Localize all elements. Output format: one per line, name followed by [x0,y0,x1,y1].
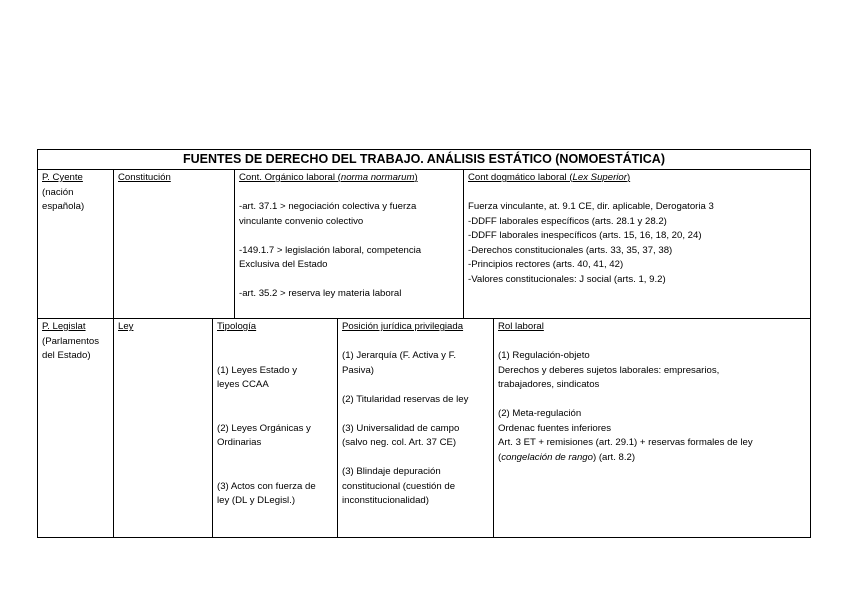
row1-source-detail: española) [42,201,85,212]
role-line: Ordenac fuentes inferiores [498,422,612,434]
row1-norm-heading: Constitución [118,172,171,183]
role-line: Art. 3 ET + remisiones (art. 29.1) + reservas formales de ley [498,437,753,448]
dogmatic-item: -Valores constitucionales: J social (arts. 1, 9.2) [468,273,666,285]
table-title: FUENTES DE DERECHO DEL TRABAJO. ANÁLISIS ESTÁTICO (NOMOESTÁTICA) [38,150,810,170]
organic-item: Exclusiva del Estado [239,259,328,270]
typology-heading: Tipología [217,321,257,332]
row2-norm-cell [114,319,212,538]
dogmatic-item: -Derechos constitucionales (arts. 33, 35, 37, 38) [468,244,673,256]
row2-source-cell [38,319,113,538]
role-heading: Rol laboral [498,321,544,332]
dogmatic-content-cell [464,170,810,318]
organic-item: -art. 37.1 > negociación colectiva y fuerza [239,201,417,212]
position-item: (1) Jerarquía (F. Activa y F. [342,350,457,361]
position-item: inconstitucionalidad) [342,495,429,506]
typology-item: (3) Actos con fuerza de [217,480,316,492]
row1-source-detail: (nación [42,186,74,198]
typology-cell [213,319,337,538]
typology-item: leyes CCAA [217,379,269,390]
organic-heading: Cont. Orgánico laboral (norma normarum) [239,172,418,183]
row2-source-heading: P. Legislat [42,321,86,332]
typology-item: (2) Leyes Orgánicas y [217,422,311,434]
position-cell [338,319,493,538]
row1-source-heading: P. Cyente [42,172,83,183]
row1-source-cell [38,170,113,318]
typology-item: Ordinarias [217,437,262,448]
row2-source-detail: del Estado) [42,350,91,361]
organic-item: -149.1.7 > legislación laboral, competencia [239,244,422,256]
dogmatic-intro: Fuerza vinculante, at. 9.1 CE, dir. aplicable, Derogatoria 3 [468,201,714,212]
position-item: (3) Blindaje depuración [342,466,441,477]
role-line: trabajadores, sindicatos [498,379,600,390]
organic-item: -art. 35.2 > reserva ley materia laboral [239,288,402,299]
position-item: (3) Universalidad de campo [342,422,460,434]
role-line: (congelación de rango) (art. 8.2) [498,451,636,463]
position-item: constitucional (cuestión de [342,480,456,492]
role-cell [494,319,810,538]
role-line: (2) Meta-regulación [498,408,582,419]
dogmatic-item: -DDFF laborales inespecíficos (arts. 15, 16, 18, 20, 24) [468,230,702,241]
typology-item: ley (DL y DLegisl.) [217,495,296,506]
role-line: (1) Regulación-objeto [498,350,590,361]
dogmatic-heading: Cont dogmático laboral (Lex Superior) [468,172,631,183]
row2-source-detail: (Parlamentos [42,335,100,347]
dogmatic-item: -Principios rectores (arts. 40, 41, 42) [468,259,624,270]
position-item: (salvo neg. col. Art. 37 CE) [342,437,457,448]
sources-table [37,149,811,538]
position-heading: Posición jurídica privilegiada [342,321,464,332]
role-line: Derechos y deberes sujetos laborales: empresarios, [498,364,720,376]
organic-content-cell [235,170,463,318]
position-item: (2) Titularidad reservas de ley [342,393,469,405]
position-item: Pasiva) [342,364,374,376]
organic-item: vinculante convenio colectivo [239,215,364,227]
row1-norm-cell [114,170,234,318]
dogmatic-item: -DDFF laborales específicos (arts. 28.1 y 28.2) [468,215,667,227]
row2-norm-heading: Ley [118,321,134,332]
typology-item: (1) Leyes Estado y [217,364,297,376]
